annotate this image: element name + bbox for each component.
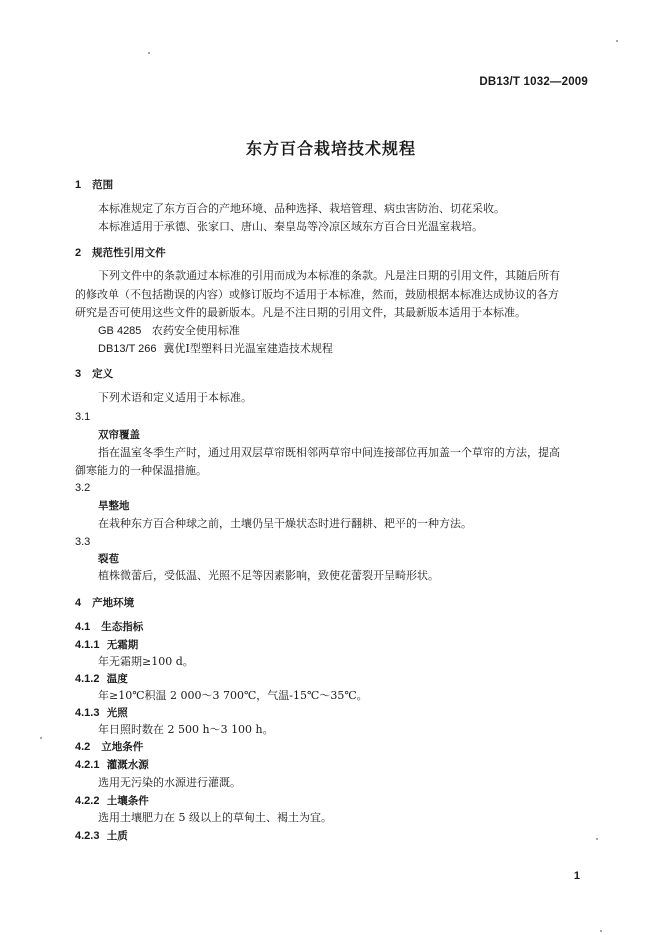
section-3-heading <box>75 367 113 381</box>
paragraph: 年≥10℃积温 2 000～3 700℃，气温-15℃～35℃。 <box>98 689 368 702</box>
subsection-title: 土质 <box>106 830 128 842</box>
paragraph: 选用无污染的水源进行灌溉。 <box>98 776 241 789</box>
paragraph: 年无霜期≥100 d。 <box>98 655 194 668</box>
definition-number: 3.2 <box>75 482 91 494</box>
subsection-number: 4.2.1 <box>75 759 100 771</box>
definition-line: 指在温室冬季生产时，通过用双层草帘既相邻两草帘中间连接部位再加盖一个草帘的方法，提高 <box>98 446 560 459</box>
subsection-title: 无霜期 <box>106 639 139 651</box>
subsection-number: 4.1 <box>75 621 91 633</box>
section-4-heading <box>75 596 134 610</box>
section-title: 规范性引用文件 <box>92 247 166 259</box>
standard-code: DB13/T 1032—2009 <box>479 76 588 88</box>
section-number: 2 <box>75 247 82 259</box>
section-title: 范围 <box>92 179 114 191</box>
definition-line: 植株微蕾后，受低温、光照不足等因素影响，致使花蕾裂开呈畸形状。 <box>98 569 439 582</box>
paragraph: 本标准规定了东方百合的产地环境、品种选择、栽培管理、病虫害防治、切花采收。 <box>98 202 505 215</box>
page-title: 东方百合栽培技术规程 <box>245 139 416 158</box>
paragraph: 选用土壤肥力在 5 级以上的草甸土、褐土为宜。 <box>98 811 332 824</box>
reference-item <box>98 342 333 356</box>
reference-title: 农药安全使用标准 <box>151 324 240 337</box>
section-number: 4 <box>75 597 82 609</box>
scan-speck <box>40 737 42 739</box>
subsection-heading <box>75 706 128 720</box>
subsection-heading <box>75 829 128 843</box>
subsection-heading <box>75 758 149 772</box>
subsection-title: 生态指标 <box>101 621 144 633</box>
section-number: 3 <box>75 368 82 380</box>
section-number: 1 <box>75 179 82 191</box>
scan-speck <box>616 40 618 42</box>
subsection-heading <box>75 620 143 634</box>
reference-code: DB13/T 266 <box>98 343 157 355</box>
definition-line: 在栽种东方百合种球之前，土壤仍呈干燥状态时进行翻耕、耙平的一种方法。 <box>98 517 472 530</box>
subsection-number: 4.1.2 <box>75 673 100 685</box>
definition-number: 3.1 <box>75 411 91 423</box>
paragraph-line: 下列文件中的条款通过本标准的引用而成为本标准的条款。凡是注日期的引用文件，其随后所有 <box>98 269 560 282</box>
paragraph: 下列术语和定义适用于本标准。 <box>98 391 252 404</box>
definition-number: 3.3 <box>75 536 91 548</box>
subsection-title: 温度 <box>106 673 128 685</box>
reference-item <box>98 324 240 338</box>
subsection-heading <box>75 672 128 686</box>
subsection-title: 土壤条件 <box>106 795 149 807</box>
definition-term: 裂苞 <box>98 553 119 565</box>
subsection-title: 灌溉水源 <box>106 759 149 771</box>
subsection-number: 4.1.1 <box>75 639 100 651</box>
subsection-number: 4.1.3 <box>75 707 100 719</box>
subsection-number: 4.2.2 <box>75 795 100 807</box>
subsection-number: 4.2 <box>75 741 91 753</box>
section-2-heading <box>75 246 166 260</box>
subsection-number: 4.2.3 <box>75 830 100 842</box>
subsection-heading <box>75 794 149 808</box>
scan-speck <box>148 52 150 54</box>
subsection-title: 光照 <box>106 707 128 719</box>
subsection-heading <box>75 638 138 652</box>
definition-term: 旱整地 <box>98 500 130 512</box>
reference-code: GB 4285 <box>98 325 142 337</box>
subsection-heading <box>75 740 143 754</box>
paragraph: 本标准适用于承德、张家口、唐山、秦皇岛等冷凉区域东方百合日光温室栽培。 <box>98 220 483 233</box>
section-title: 产地环境 <box>92 597 135 609</box>
page-number: 1 <box>573 870 580 882</box>
scan-speck <box>600 930 602 932</box>
definition-term: 双帘覆盖 <box>98 429 140 441</box>
scan-speck <box>596 838 598 840</box>
reference-title: 冀优Ⅰ型塑料日光温室建造技术规程 <box>163 342 333 355</box>
paragraph-line: 研究是否可使用这些文件的最新版本。凡是不注日期的引用文件，其最新版本适用于本标准。 <box>75 306 526 319</box>
section-title: 定义 <box>92 368 114 380</box>
paragraph: 年日照时数在 2 500 h～3 100 h。 <box>98 723 274 736</box>
section-1-heading <box>75 178 113 192</box>
definition-line: 御寒能力的一种保温措施。 <box>75 464 207 477</box>
paragraph-line: 的修改单（不包括勘误的内容）或修订版均不适用于本标准，然而，鼓励根据本标准达成协议的各方 <box>75 288 559 301</box>
subsection-title: 立地条件 <box>101 741 144 753</box>
